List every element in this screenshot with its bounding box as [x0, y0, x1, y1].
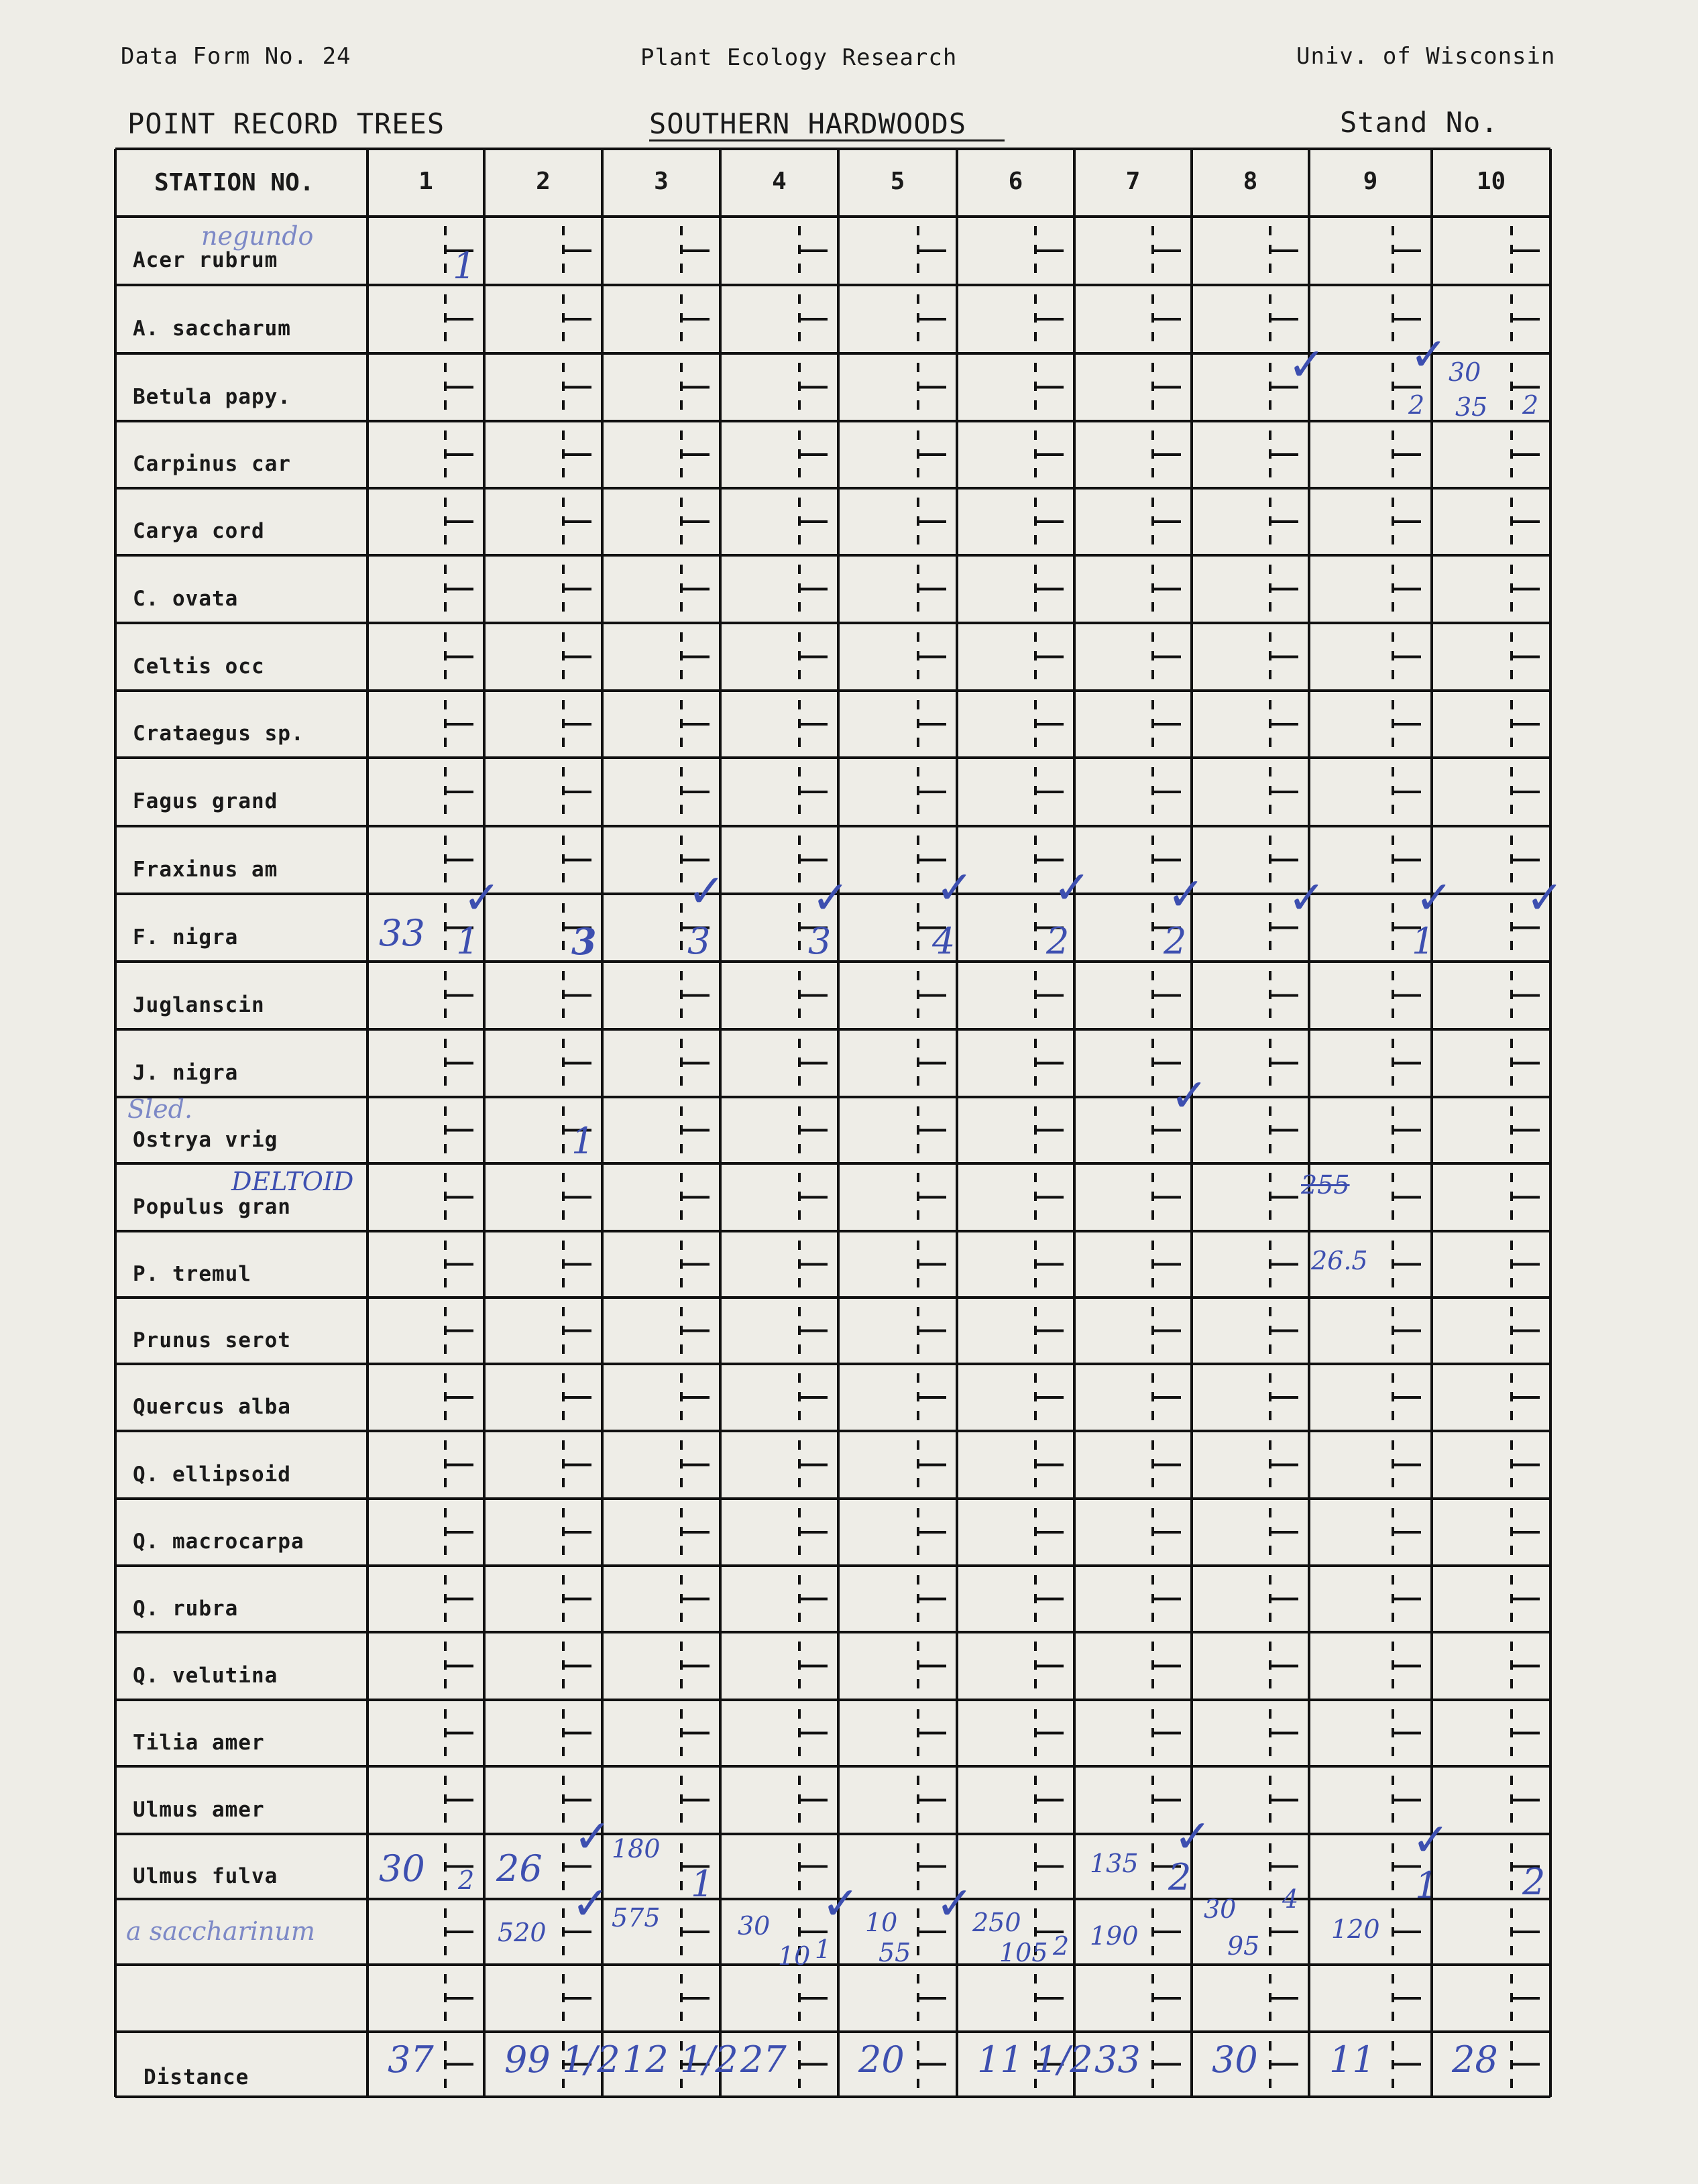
distance-value: 33: [1094, 2038, 1141, 2081]
species-label: Fraxinus am: [133, 857, 278, 882]
fnigra-check-s8: ✓: [1288, 872, 1326, 925]
ufulva-check-s9: ✓: [1412, 1814, 1450, 1867]
species-label: C. ovata: [133, 586, 239, 611]
distance-value: 12 1/2: [622, 2038, 738, 2081]
extra-check-s4: ✓: [822, 1878, 860, 1931]
species-label: Ulmus amer: [133, 1797, 265, 1822]
jnigra-check-s7: ✓: [1170, 1070, 1208, 1123]
extra-s8-b: 95: [1227, 1931, 1260, 1961]
extra-s8-c: 4: [1282, 1884, 1299, 1914]
species-label: J. nigra: [133, 1060, 239, 1085]
fnigra-check-s7: ✓: [1167, 868, 1205, 921]
lab-name: Plant Ecology Research: [640, 44, 958, 71]
extra-check-s2: ✓: [571, 1878, 610, 1931]
extra-s5-b: 55: [879, 1938, 911, 1967]
ostrya-note: Sled.: [127, 1094, 193, 1124]
fnigra-s9: 1: [1412, 920, 1435, 962]
fnigra-s3: 3: [687, 920, 711, 962]
distance-value: 28: [1452, 2038, 1498, 2081]
ostrya-s2: 1: [571, 1120, 595, 1162]
station-number-5: 5: [890, 168, 905, 195]
extra-s2: 520: [498, 1918, 547, 1947]
distance-value: 27: [740, 2038, 787, 2081]
species-label: Q. macrocarpa: [133, 1530, 304, 1554]
ufulva-s3: 180: [612, 1834, 661, 1863]
extra-s9: 120: [1331, 1914, 1380, 1944]
populus-note: DELTOID: [231, 1167, 354, 1196]
species-label: Crataegus sp.: [133, 722, 304, 746]
ufulva-s1: 30: [379, 1847, 425, 1890]
species-label: Ostrya vrig: [133, 1127, 278, 1152]
ufulva-check-s2: ✓: [573, 1811, 612, 1863]
ufulva-s7: 135: [1090, 1849, 1139, 1878]
betula-s10-d: 2: [1522, 390, 1539, 420]
ufulva-s7-count: 2: [1168, 1856, 1192, 1898]
station-number-6: 6: [1008, 168, 1023, 195]
fnigra-check-s3: ✓: [687, 865, 726, 918]
fnigra-check-s4: ✓: [811, 872, 850, 925]
ufulva-s1-count: 2: [458, 1865, 475, 1895]
fnigra-check-s10: ✓: [1526, 872, 1564, 925]
fnigra-s1: 1: [456, 920, 479, 962]
fnigra-check-s5: ✓: [936, 862, 974, 915]
betula-s10-c: 35: [1455, 392, 1488, 422]
ufulva-s9: 1: [1415, 1864, 1438, 1906]
ufulva-s2: 26: [496, 1847, 543, 1890]
distance-value: 37: [388, 2038, 434, 2081]
distance-value: 30: [1212, 2038, 1258, 2081]
species-label: Carpinus car: [133, 452, 291, 476]
fnigra-s4: 3: [808, 920, 832, 962]
species-label: Ulmus fulva: [133, 1863, 278, 1888]
ufulva-s3-count: 1: [691, 1863, 714, 1905]
extra-s6-a: 250: [972, 1908, 1021, 1937]
species-label: Q. rubra: [133, 1596, 239, 1621]
form-title: POINT RECORD TREES: [127, 107, 445, 140]
ufulva-s10: 2: [1522, 1861, 1546, 1903]
distance-value: 11 1/2: [977, 2038, 1093, 2081]
fnigra-check-s6: ✓: [1053, 862, 1091, 915]
extra-s8-a: 30: [1204, 1894, 1237, 1924]
fnigra-s7: 2: [1164, 920, 1187, 962]
extra-s6-b: 105: [999, 1938, 1048, 1967]
extra-s4-a: 30: [738, 1911, 771, 1941]
species-label: Tilia amer: [133, 1730, 265, 1755]
species-label: Celtis occ: [133, 654, 265, 679]
distance-value: 99 1/2: [504, 2038, 620, 2081]
populus-s9-old: 255: [1301, 1170, 1350, 1200]
fnigra-check-s1: ✓: [463, 872, 501, 925]
species-label: Q. velutina: [133, 1663, 278, 1688]
distance-label: Distance: [144, 2065, 249, 2089]
acer-note: negundo: [201, 221, 314, 251]
ufulva-check-s7: ✓: [1174, 1811, 1212, 1863]
species-label: Fagus grand: [133, 789, 278, 813]
form-number: Data Form No. 24: [121, 43, 351, 70]
station-number-3: 3: [654, 168, 669, 195]
species-label: Carya cord: [133, 519, 265, 543]
extra-species: a saccharinum: [126, 1916, 315, 1946]
station-number-7: 7: [1125, 168, 1141, 195]
station-number-8: 8: [1243, 168, 1258, 195]
extra-s7: 190: [1090, 1921, 1139, 1951]
extra-s3: 575: [612, 1903, 661, 1933]
species-label: A. saccharum: [133, 317, 291, 341]
betula-s10-b: 2: [1408, 390, 1425, 420]
species-label: F. nigra: [133, 925, 239, 950]
stand-type: SOUTHERN HARDWOODS: [649, 107, 967, 140]
distance-value: 20: [858, 2038, 905, 2081]
fnigra-s2: 3: [571, 920, 597, 963]
extra-s4-b: 10: [778, 1941, 811, 1971]
species-label: Acer rubrum: [133, 248, 278, 272]
extra-check-s5: ✓: [936, 1878, 974, 1931]
stand-number-label: Stand No.: [1340, 106, 1499, 139]
fnigra-check-s9: ✓: [1415, 872, 1453, 925]
station-number-1: 1: [418, 168, 433, 195]
station-number-2: 2: [536, 168, 551, 195]
betula-check-s8: ✓: [1288, 339, 1326, 392]
species-label: Prunus serot: [133, 1328, 291, 1353]
fnigra-s6: 2: [1046, 920, 1070, 962]
extra-s6-c: 2: [1053, 1931, 1070, 1961]
station-number-9: 9: [1363, 168, 1378, 195]
species-label: P. tremul: [133, 1261, 251, 1286]
station-number-4: 4: [772, 168, 787, 195]
acer-count-s1: 1: [453, 245, 476, 287]
station-number-10: 10: [1476, 168, 1506, 195]
extra-s4-c: 1: [815, 1935, 832, 1964]
fnigra-s5: 4: [932, 920, 956, 962]
species-label: Q. ellipsoid: [133, 1462, 291, 1487]
university-name: Univ. of Wisconsin: [1296, 43, 1556, 70]
species-label: Quercus alba: [133, 1395, 291, 1419]
populus-s9: 26.5: [1311, 1246, 1368, 1275]
fnigra-s1-dist: 33: [379, 912, 425, 954]
species-label: Betula papy.: [133, 384, 291, 409]
species-label: Juglanscin: [133, 992, 265, 1017]
distance-value: 11: [1329, 2038, 1375, 2081]
extra-s5-a: 10: [865, 1908, 898, 1937]
species-label: Populus gran: [133, 1194, 291, 1219]
betula-check-s9: ✓: [1410, 329, 1448, 382]
betula-s10-a: 30: [1449, 357, 1481, 387]
station-header: STATION NO.: [154, 169, 315, 196]
